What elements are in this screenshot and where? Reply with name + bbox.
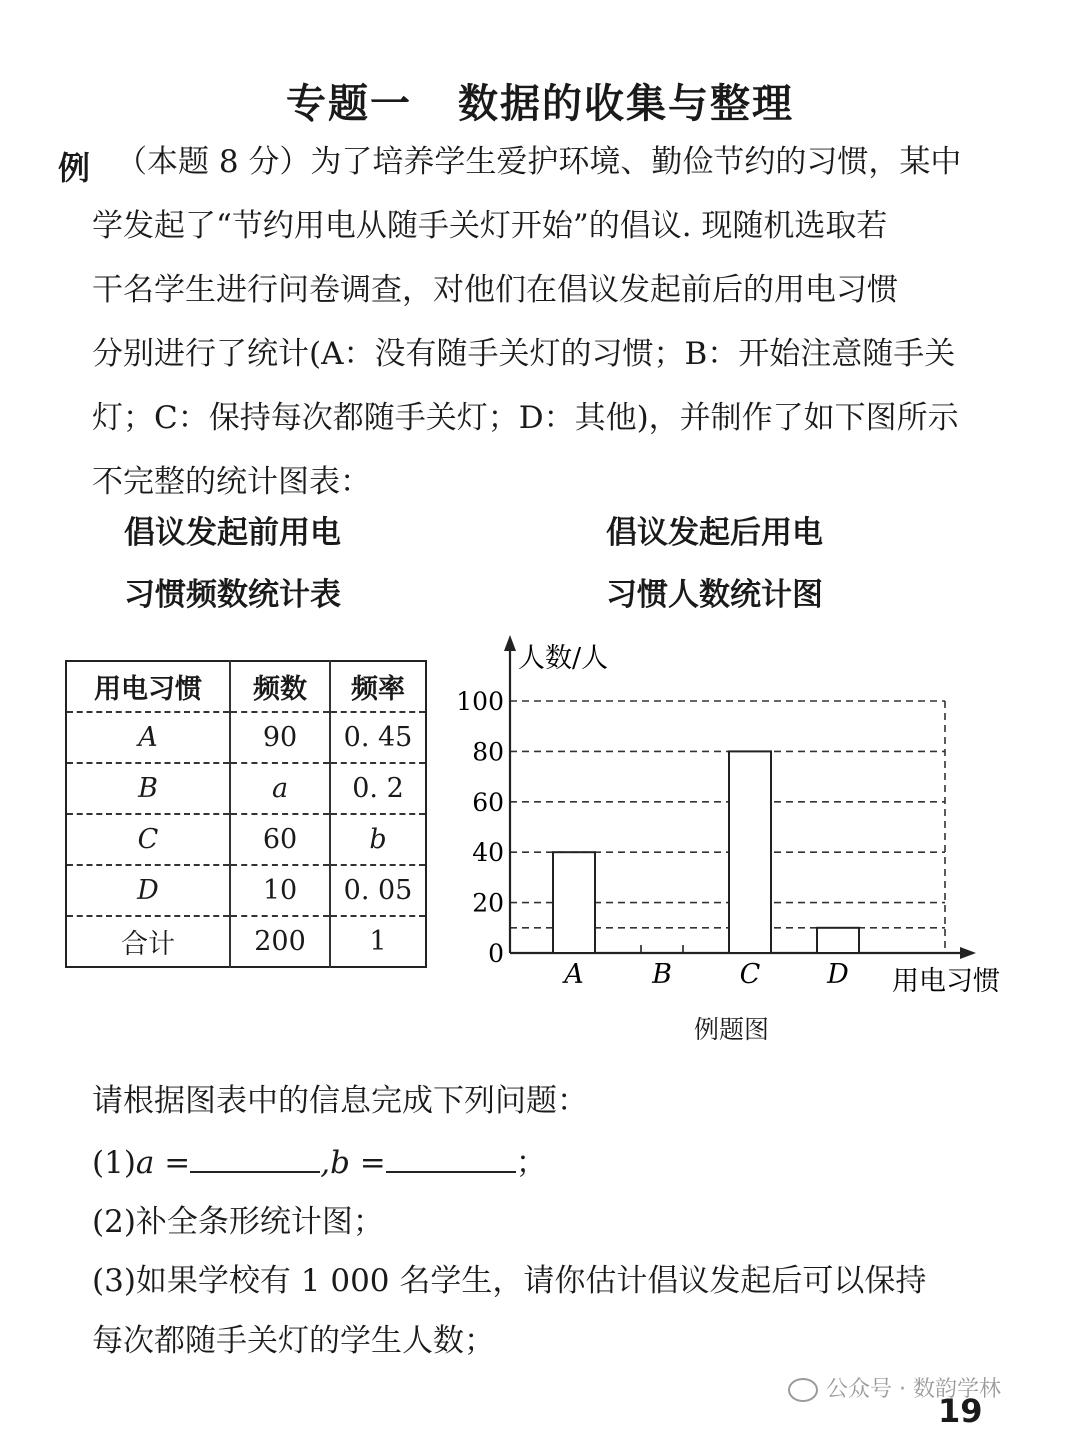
table-cell: 0. 05: [330, 865, 426, 916]
table-cell: 1: [369, 926, 387, 957]
problem-line-5: 灯；C：保持每次都随手关灯；D：其他)，并制作了如下图所示: [92, 400, 959, 436]
x-category-label: A: [564, 959, 584, 990]
table-cell: 合计: [66, 916, 230, 967]
table-cell: D: [66, 865, 230, 916]
table-cell: 90: [230, 712, 330, 763]
chart-tick-labels: [456, 687, 504, 968]
table-caption-line-2: 习惯频数统计表: [124, 577, 341, 613]
title-subject: 数据的收集与整理: [458, 81, 794, 127]
chart-caption-line-2: 习惯人数统计图: [606, 577, 823, 613]
table-total-row: [66, 916, 426, 967]
table-row: [66, 712, 426, 763]
y-axis-arrow: [504, 635, 516, 651]
y-tick-label: 20: [472, 888, 504, 918]
table-header-rate: 频率: [330, 661, 426, 712]
table-cell: a: [230, 763, 330, 814]
chart-x-axis-label: 用电习惯: [892, 966, 1000, 997]
questions-intro: 请根据图表中的信息完成下列问题：: [92, 1083, 588, 1119]
question-1-end: ；: [515, 1145, 547, 1181]
bar-chart: [440, 625, 1040, 1055]
table-caption: [124, 502, 341, 626]
problem-line-1: （本题 8 分）为了培养学生爱护环境、勤俭节约的习惯，某中: [116, 144, 962, 180]
chart-caption-line-1: 倡议发起后用电: [606, 515, 823, 551]
table-cell: B: [66, 763, 230, 814]
table-cell: 200: [230, 916, 330, 967]
bar-C: [729, 751, 771, 953]
question-3-line-2: 每次都随手关灯的学生人数；: [92, 1323, 495, 1359]
figure-caption: 例题图: [694, 1015, 770, 1044]
table-cell: 10: [230, 865, 330, 916]
x-category-label: C: [739, 959, 761, 990]
wechat-icon: [788, 1378, 818, 1402]
table-header-frequency: 频数: [230, 661, 330, 712]
problem-line-6: 不完整的统计图表：: [92, 464, 371, 500]
x-category-label: B: [652, 959, 672, 990]
question-1-number: (1): [92, 1145, 136, 1181]
page-number: 19: [938, 1392, 983, 1430]
table-cell: b: [330, 814, 426, 865]
table-cell: 0. 2: [330, 763, 426, 814]
bar-A: [553, 852, 595, 953]
x-axis-arrow: [960, 947, 976, 959]
y-tick-label: 40: [472, 838, 504, 868]
question-1-a-label: a =: [135, 1145, 191, 1181]
problem-text: [92, 130, 961, 514]
chart-category-labels: [561, 959, 849, 990]
table-header-row: [66, 661, 426, 712]
table-cell: 0. 45: [330, 712, 426, 763]
table-cell: A: [66, 712, 230, 763]
question-2: (2)补全条形统计图；: [92, 1204, 384, 1240]
question-1: [92, 1134, 547, 1192]
table-row: [66, 763, 426, 814]
table-cell: C: [66, 814, 230, 865]
question-3-line-1: (3)如果学校有 1 000 名学生，请你估计倡议发起后可以保持: [92, 1263, 927, 1299]
frequency-table: [65, 660, 427, 968]
chart-caption: [606, 502, 823, 626]
y-tick-label: 80: [472, 737, 504, 767]
title-topic: 专题一: [286, 81, 412, 127]
x-category-label: D: [827, 959, 849, 990]
table-row: [66, 865, 426, 916]
problem-line-3: 干名学生进行问卷调查，对他们在倡议发起前后的用电习惯: [92, 272, 898, 308]
table-cell: 60: [230, 814, 330, 865]
problem-line-2: 学发起了“节约用电从随手关灯开始”的倡议. 现随机选取若: [92, 208, 888, 244]
y-tick-label: 0: [488, 939, 504, 968]
problem-line-4: 分别进行了统计(A：没有随手关灯的习惯；B：开始注意随手关: [92, 336, 956, 372]
table-header-habit: 用电习惯: [66, 661, 230, 712]
chart-y-axis-label: 人数/人: [518, 643, 609, 674]
answer-blank-a[interactable]: [190, 1137, 320, 1173]
page-title: [0, 72, 1080, 129]
answer-blank-b[interactable]: [386, 1137, 516, 1173]
table-caption-line-1: 倡议发起前用电: [124, 515, 341, 551]
y-tick-label: 100: [456, 687, 504, 716]
bar-D: [817, 928, 859, 953]
question-1-b-label: ,b =: [320, 1145, 386, 1181]
y-tick-label: 60: [472, 787, 504, 817]
example-label: 例: [58, 149, 91, 187]
watermark-text: 公众号 · 数韵学林: [826, 1377, 1001, 1402]
table-row: [66, 814, 426, 865]
